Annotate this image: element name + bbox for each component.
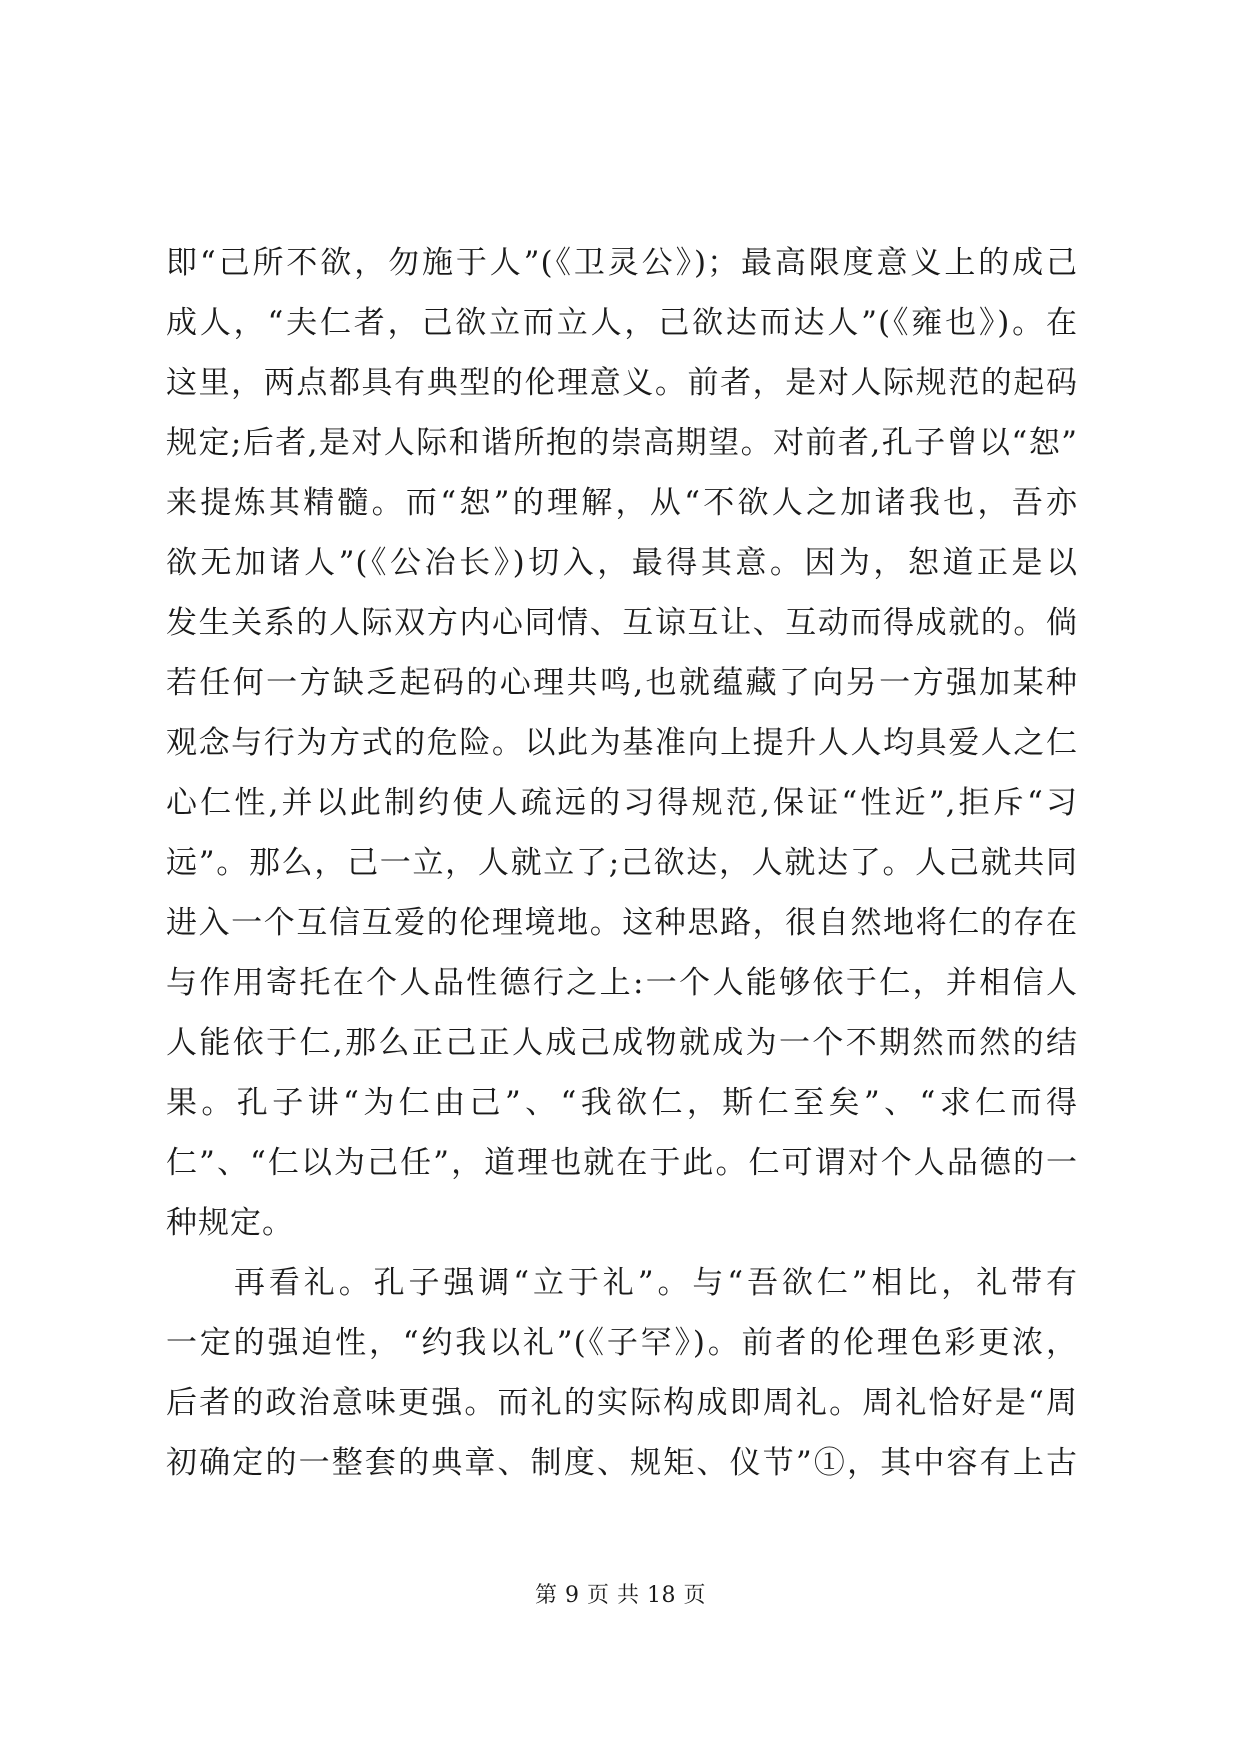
body-text	[166, 233, 1078, 1493]
text-line: 人能依于仁,那么正己正人成己成物就成为一个不期然而然的结	[166, 1025, 1078, 1061]
text-line: 心仁性,并以此制约使人疏远的习得规范,保证“性近”,拒斥“习	[166, 785, 1078, 821]
text-line-indented: 再看礼。孔子强调“立于礼”。与“吾欲仁”相比，礼带有	[234, 1265, 1078, 1301]
text-line: 进入一个互信互爱的伦理境地。这种思路，很自然地将仁的存在	[166, 905, 1078, 941]
text-line: 观念与行为方式的危险。以此为基准向上提升人人均具爱人之仁	[166, 725, 1078, 761]
text-line: 与作用寄托在个人品性德行之上:一个人能够依于仁，并相信人	[166, 965, 1078, 1001]
text-line: 若任何一方缺乏起码的心理共鸣,也就蕴藏了向另一方强加某种	[166, 665, 1078, 701]
text-line: 即“己所不欲，勿施于人”(《卫灵公》)；最高限度意义上的成己	[166, 245, 1078, 281]
text-line: 仁”、“仁以为己任”，道理也就在于此。仁可谓对个人品德的一	[166, 1145, 1078, 1181]
text-line: 欲无加诸人”(《公冶长》)切入，最得其意。因为，恕道正是以	[166, 545, 1078, 581]
text-line: 果。孔子讲“为仁由己”、“我欲仁，斯仁至矣”、“求仁而得	[166, 1085, 1078, 1121]
page-number-footer: 第 9 页 共 18 页	[535, 1583, 706, 1608]
text-line: 一定的强迫性，“约我以礼”(《子罕》)。前者的伦理色彩更浓，	[166, 1325, 1078, 1361]
text-line: 远”。那么，己一立，人就立了;己欲达，人就达了。人己就共同	[166, 845, 1078, 881]
text-line: 成人，“夫仁者，己欲立而立人，己欲达而达人”(《雍也》)。在	[166, 305, 1078, 341]
text-line: 初确定的一整套的典章、制度、规矩、仪节”①，其中容有上古	[166, 1445, 1078, 1481]
text-line: 发生关系的人际双方内心同情、互谅互让、互动而得成就的。倘	[166, 605, 1078, 641]
text-line: 种规定。	[166, 1205, 294, 1241]
text-line: 规定;后者,是对人际和谐所抱的崇高期望。对前者,孔子曾以“恕”	[166, 425, 1078, 461]
text-line: 这里，两点都具有典型的伦理意义。前者，是对人际规范的起码	[166, 365, 1078, 401]
text-line: 来提炼其精髓。而“恕”的理解，从“不欲人之加诸我也，吾亦	[166, 485, 1078, 521]
text-line: 后者的政治意味更强。而礼的实际构成即周礼。周礼恰好是“周	[166, 1385, 1078, 1421]
